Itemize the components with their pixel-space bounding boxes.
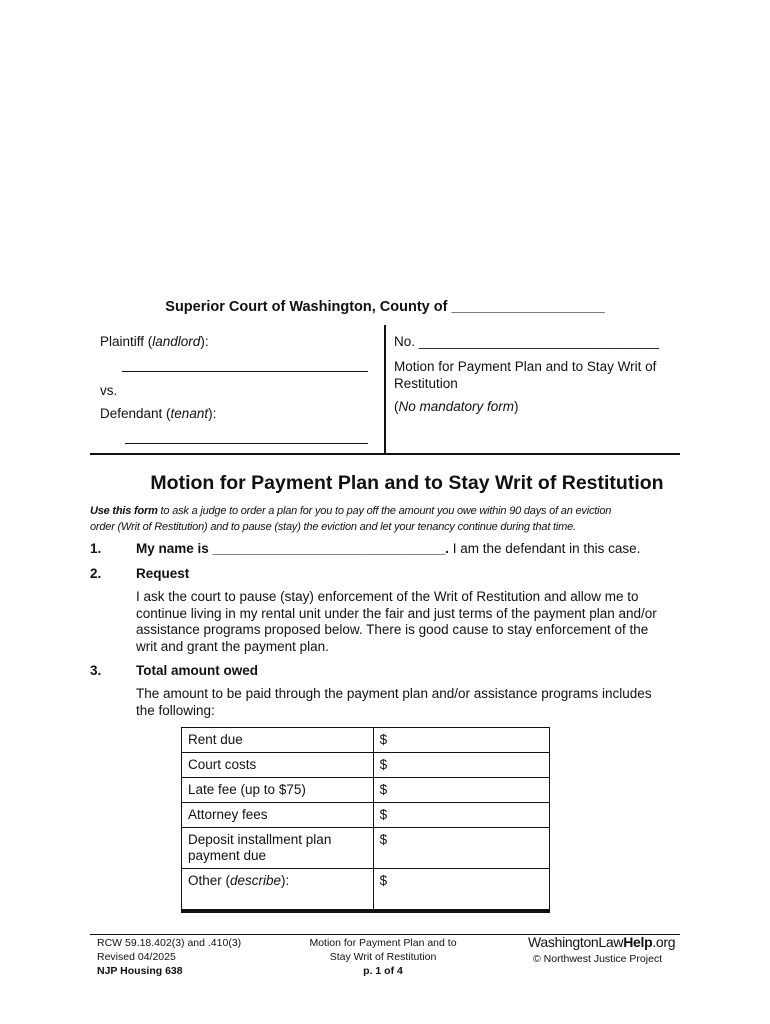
footer-form-id: NJP Housing 638 (97, 965, 183, 977)
footer-center-line1: Motion for Payment Plan and to (309, 937, 457, 949)
fee-label (182, 869, 374, 911)
item-1-heading: My name is _______________________________. (136, 541, 450, 556)
table-row (182, 828, 550, 869)
fee-label: Attorney fees (182, 803, 374, 828)
item-3-number: 3. (90, 663, 102, 678)
item-3-body (136, 686, 696, 719)
table-row (182, 778, 550, 803)
footer-revised: Revised 04/2025 (97, 951, 176, 963)
item-2-line: writ and grant the payment plan. (136, 638, 329, 654)
defendant-label (100, 406, 216, 421)
defendant-label-text: Defendant ( (100, 406, 171, 421)
footer-page-number: p. 1 of 4 (363, 965, 403, 977)
table-row (182, 869, 550, 911)
fee-label: Rent due (182, 728, 374, 753)
footer-center (283, 936, 483, 978)
item-3-heading: Total amount owed (136, 663, 258, 678)
logo-part-a: WashingtonLaw (528, 934, 624, 950)
item-2-number: 2. (90, 566, 102, 581)
fee-amount-field[interactable]: $ (373, 828, 549, 869)
fee-label-line2: payment due (188, 848, 267, 863)
plaintiff-role: landlord (152, 334, 201, 349)
logo-part-c: .org (652, 934, 676, 950)
form-note-text: No mandatory form (398, 399, 515, 414)
fee-amount-field[interactable]: $ (373, 728, 549, 753)
document-title: Motion for Payment Plan and to Stay Writ of Restitution (150, 472, 664, 494)
logo-part-b: Help (623, 934, 653, 950)
instructions-line1 (90, 503, 680, 519)
amount-owed-table (181, 727, 550, 913)
plaintiff-label (100, 334, 209, 349)
instructions (90, 503, 680, 535)
fee-amount-field[interactable]: $ (373, 803, 549, 828)
fee-amount-field[interactable]: $ (373, 753, 549, 778)
item-1-name-field[interactable] (136, 541, 640, 558)
item-1-number: 1. (90, 541, 102, 556)
fee-label-suffix: ): (281, 873, 290, 888)
court-header: Superior Court of Washington, County of ___________________ (165, 299, 605, 315)
fee-label (182, 828, 374, 869)
form-note-open: ( (394, 399, 399, 414)
fee-label: Court costs (182, 753, 374, 778)
item-2-line: I ask the court to pause (stay) enforcement of the Writ of Restitution and allow me to (136, 589, 639, 604)
item-2-line: continue living in my rental unit under the fair and just terms of the payment plan and/or (136, 605, 657, 621)
caption-bottom-rule (90, 453, 680, 455)
footer-left (97, 936, 241, 978)
item-1-text: I am the defendant in this case. (449, 541, 641, 556)
fee-amount-field[interactable]: $ (373, 778, 549, 803)
fee-label: Late fee (up to $75) (182, 778, 374, 803)
footer-center-line2: Stay Writ of Restitution (329, 951, 437, 963)
caption-motion-title-line2: Restitution (394, 376, 458, 391)
table-row (182, 753, 550, 778)
footer-copyright: © Northwest Justice Project (533, 953, 663, 965)
plaintiff-label-tail: ): (200, 334, 209, 349)
caption-motion-title-line1: Motion for Payment Plan and to Stay Writ of (394, 359, 657, 374)
item-3-line: the following: (136, 702, 215, 718)
plaintiff-label-text: Plaintiff ( (100, 334, 153, 349)
caption-motion-title (394, 358, 656, 392)
defendant-name-line[interactable] (125, 443, 368, 444)
footer-rcw: RCW 59.18.402(3) and .410(3) (97, 937, 242, 949)
washingtonlawhelp-logo (528, 934, 675, 950)
item-2-line: assistance programs proposed below. There is good cause to stay enforcement of the (136, 622, 649, 637)
defendant-label-tail: ): (208, 406, 217, 421)
fee-label-italic: describe (230, 873, 282, 888)
fee-label-prefix: Other ( (188, 873, 231, 888)
form-note-close: ) (514, 399, 519, 414)
table-row (182, 803, 550, 828)
caption-divider (384, 325, 386, 455)
defendant-role: tenant (170, 406, 209, 421)
item-3-line: The amount to be paid through the payment plan and/or assistance programs includes (136, 686, 652, 701)
item-2-heading: Request (136, 566, 190, 581)
fee-label-line1: Deposit installment plan (188, 832, 332, 847)
item-2-body (136, 589, 696, 655)
instructions-line1-rest: to ask a judge to order a plan for you to pay off the amount you owe within 90 days of an eviction (157, 505, 612, 517)
fee-amount-field[interactable]: $ (373, 869, 549, 911)
form-note (394, 399, 519, 414)
plaintiff-name-line[interactable] (122, 371, 368, 372)
instructions-lead: Use this form (90, 505, 158, 517)
case-number-field[interactable]: No. ________________________________ (394, 334, 660, 349)
versus-label: vs. (100, 383, 118, 398)
instructions-line2: order (Writ of Restitution) and to pause (stay) the eviction and let your tenancy continue during that time. (90, 521, 576, 533)
table-row (182, 728, 550, 753)
